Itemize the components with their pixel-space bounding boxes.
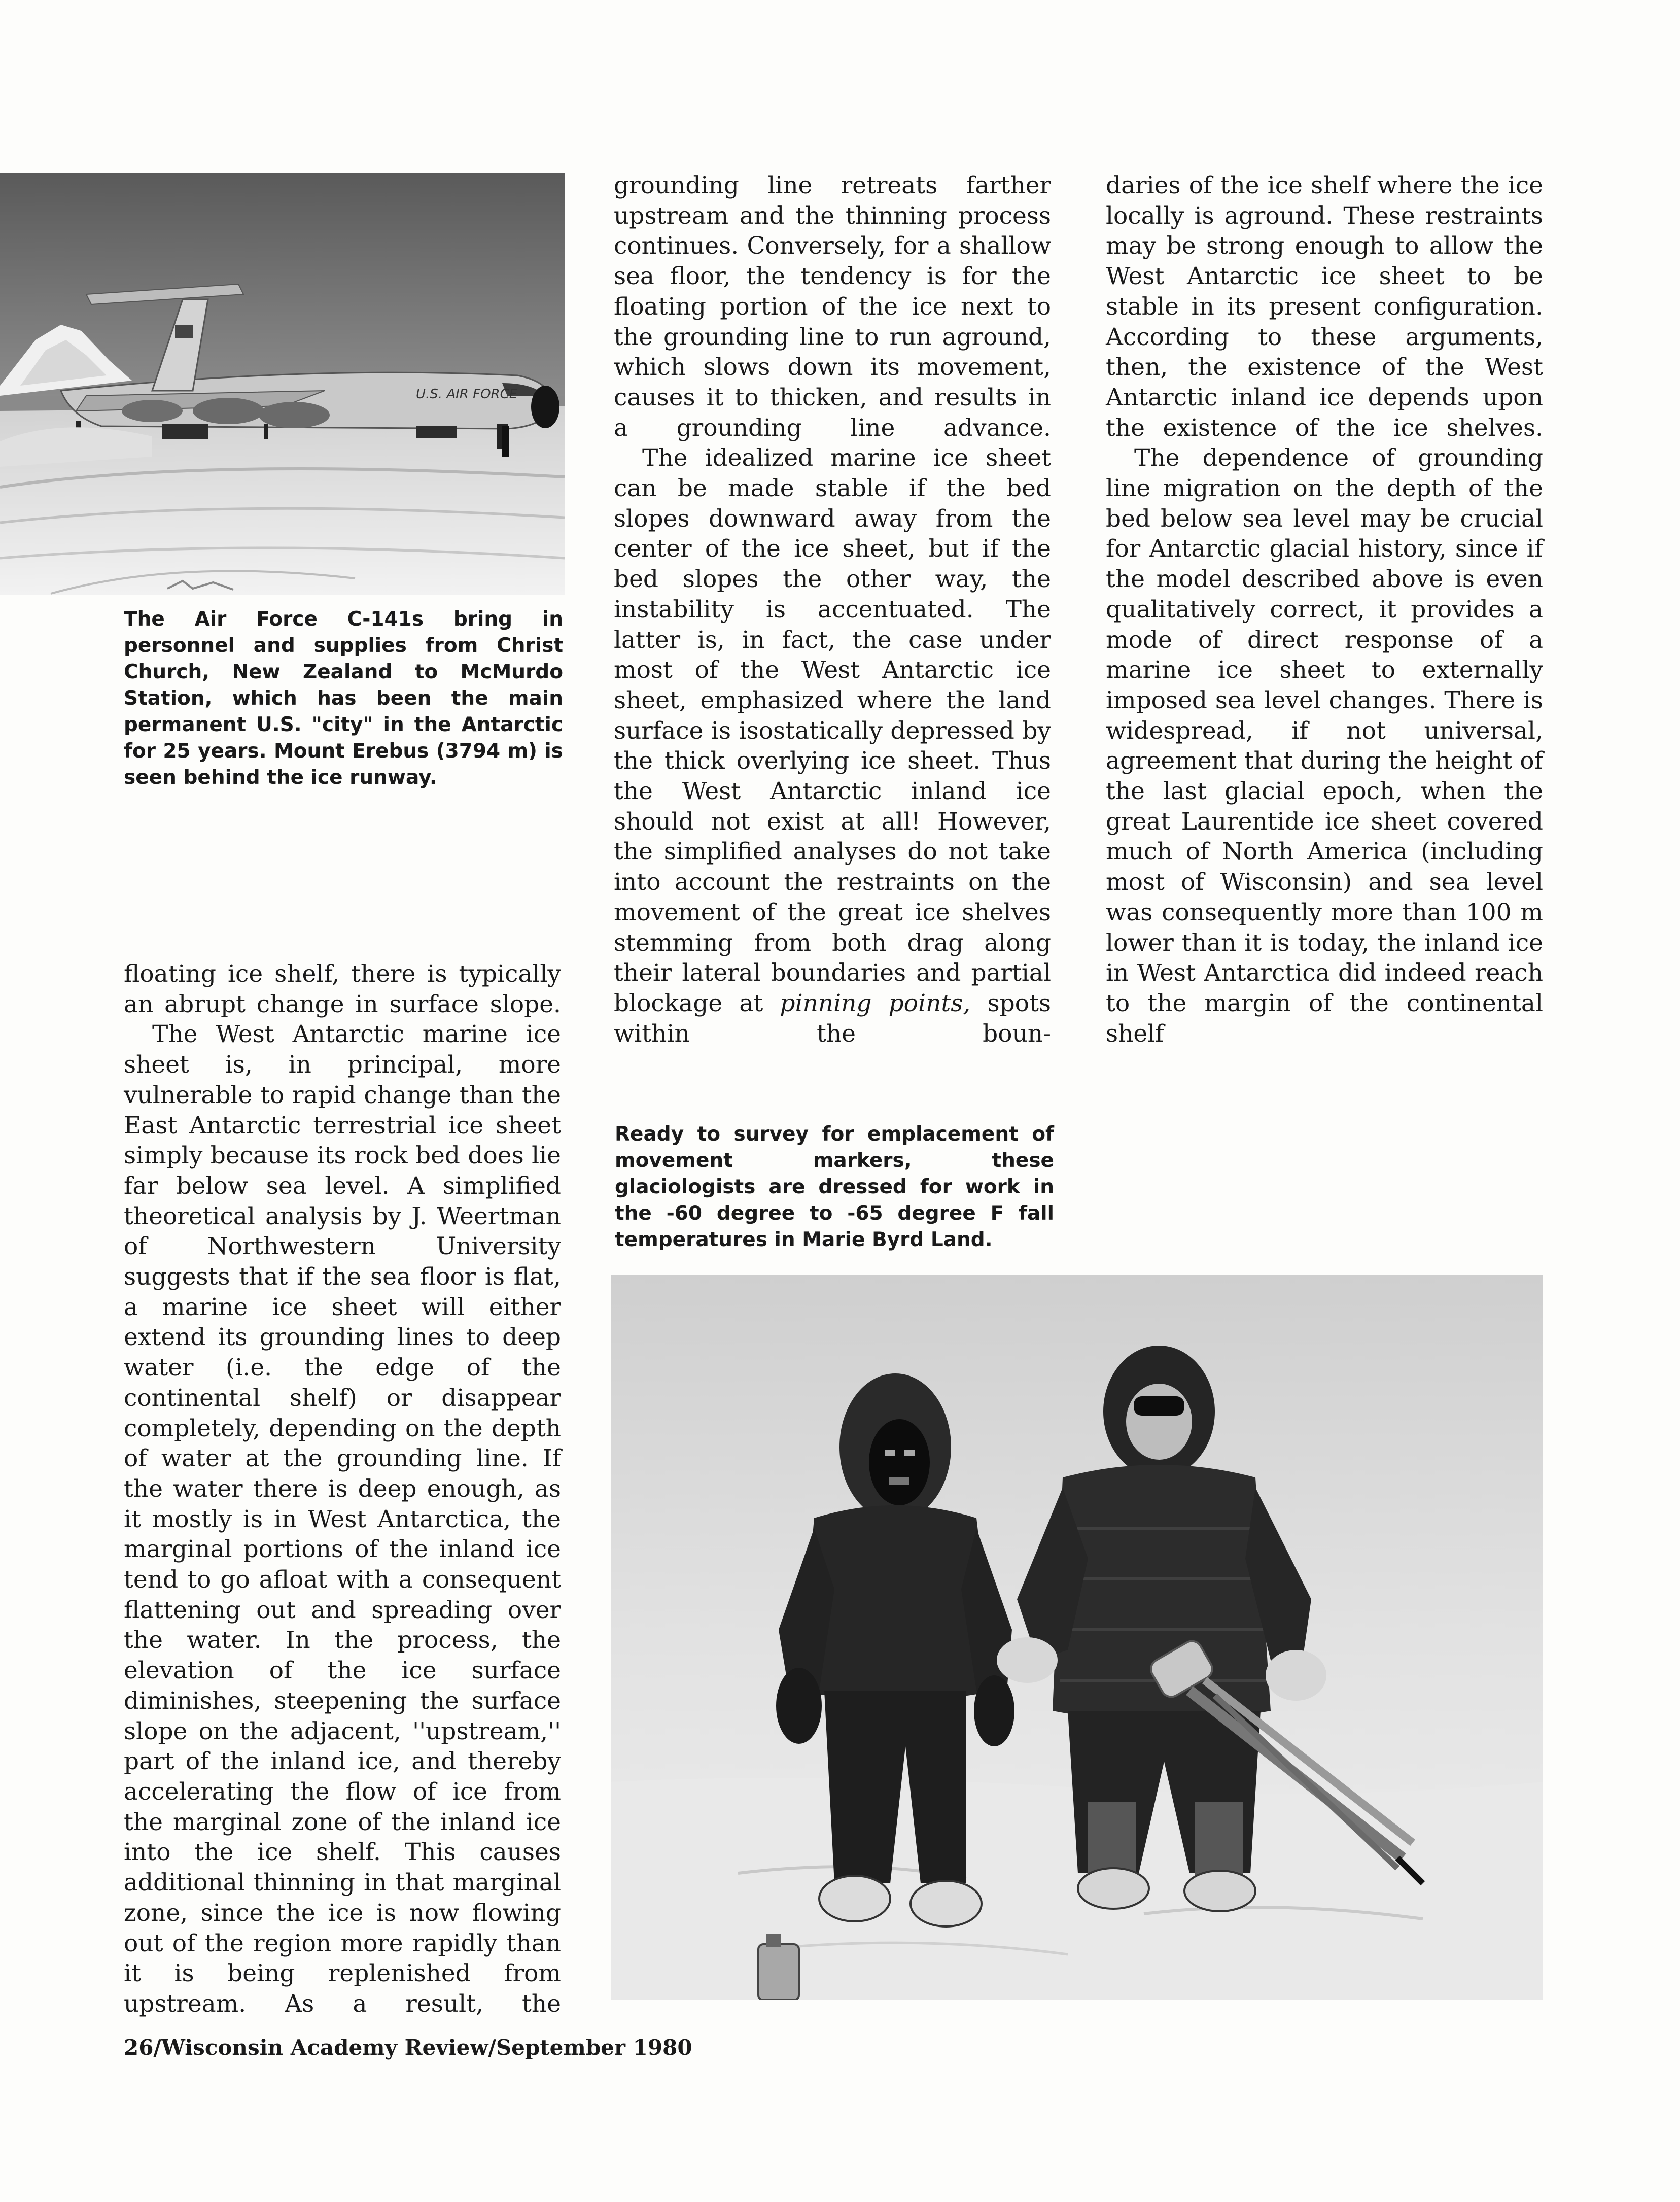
col1-paragraph-1: floating ice shelf, there is typically an abrupt change in surface slope. <box>124 960 561 1018</box>
glaciologists-image <box>611 1275 1543 2000</box>
c141-aircraft-image <box>0 173 565 595</box>
col2-paragraph-2-text-a: The idealized marine ice sheet can be made stable if the bed slopes downward away from the center of the ice sheet, but if the bed slopes the other way, the instability is accentuated. The latter is, in fact, the case under most of the West Antarctic ice sheet, emphasized where the land surface is isostatically depressed by the thick overlying ice sheet. Thus the West Antarctic inland ice should not exist at all! However, the simplified analyses do not take into account the restraints on the movement of the great ice shelves stemming from both drag along their lateral boundaries and partial blockage at <box>614 444 1051 1017</box>
col2-paragraph-2 <box>614 443 1051 1049</box>
c141-aircraft-photo <box>0 173 565 595</box>
col3-paragraph-1: daries of the ice shelf where the ice locally is aground. These restraints may be strong enough to allow the West Antarctic ice sheet to be stable in its present configuration. According to these arguments, then, the existence of the West Antarctic inland ice depends upon the existence of the ice shelves. <box>1106 171 1543 442</box>
column-1-text <box>124 959 561 2019</box>
plane-photo-caption: The Air Force C-141s bring in personnel and supplies from Christ Church, New Zealand to McMurdo Station, which has been the main permanent U.S. "city" in the Antarctic for 25 years. Mount Erebus (3794 m) is seen behind the ice runway. <box>124 608 563 789</box>
page-footer: 26/Wisconsin Academy Review/September 1980 <box>124 2035 692 2060</box>
col2-paragraph-1: grounding line retreats farther upstream and the thinning process continues. Conversely, for a shallow sea floor, the tendency is for the floating portion of the ice next to the grounding line to run aground, which slows down its movement, causes it to thicken, and results in a grounding line advance. <box>614 171 1051 442</box>
fuselage-marking: U.S. AIR FORCE <box>416 387 518 402</box>
col2-paragraph-2-text-b: spots within the boun- <box>614 989 1051 1048</box>
col3-paragraph-2: The dependence of grounding line migration on the depth of the bed below sea level may be crucial for Antarctic glacial history, since if the model described above is even qualitatively correct, it provides a mode of direct response of a marine ice sheet to externally imposed sea level changes. There is widespread, if not universal, agreement that during the height of the last glacial epoch, when the great Laurentide ice sheet covered much of North America (including most of Wisconsin) and sea level was consequently more than 100 m lower than it is today, the inland ice in West Antarctica did indeed reach to the margin of the continental shelf <box>1106 444 1543 1048</box>
column-2-text <box>614 170 1051 1049</box>
col1-paragraph-2: The West Antarctic marine ice sheet is, in principal, more vulnerable to rapid change than the East Antarctic terrestrial ice sheet simply because its rock bed does lie far below sea level. A simplified theoretical analysis by J. Weertman of Northwestern University suggests that if the sea floor is flat, a marine ice sheet will either extend its grounding lines to deep water (i.e. the edge of the continental shelf) or disappear completely, depending on the depth of water at the grounding line. If the water there is deep enough, as it mostly is in West Antarctica, the marginal portions of the inland ice tend to go afloat with a consequent flattening out and spreading over the water. In the process, the elevation of the ice surface diminishes, steepening the surface slope on the adjacent, ''upstream,'' part of the inland ice, and thereby accelerating the flow of ice from the marginal zone of the inland ice into the ice shelf. This causes additional thinning in that marginal zone, since the ice is now flowing out of the region more rapidly than it is being replenished from upstream. As a result, the <box>124 1020 561 2018</box>
pinning-points-term: pinning points, <box>780 989 971 1017</box>
column-3-text <box>1106 170 1543 1049</box>
glaciologists-photo <box>611 1275 1543 2000</box>
glaciologist-photo-caption: Ready to survey for emplacement of movement markers, these glaciologists are dressed for work in the -60 degree to -65 degree F fall temperatures in Marie Byrd Land. <box>615 1123 1054 1251</box>
